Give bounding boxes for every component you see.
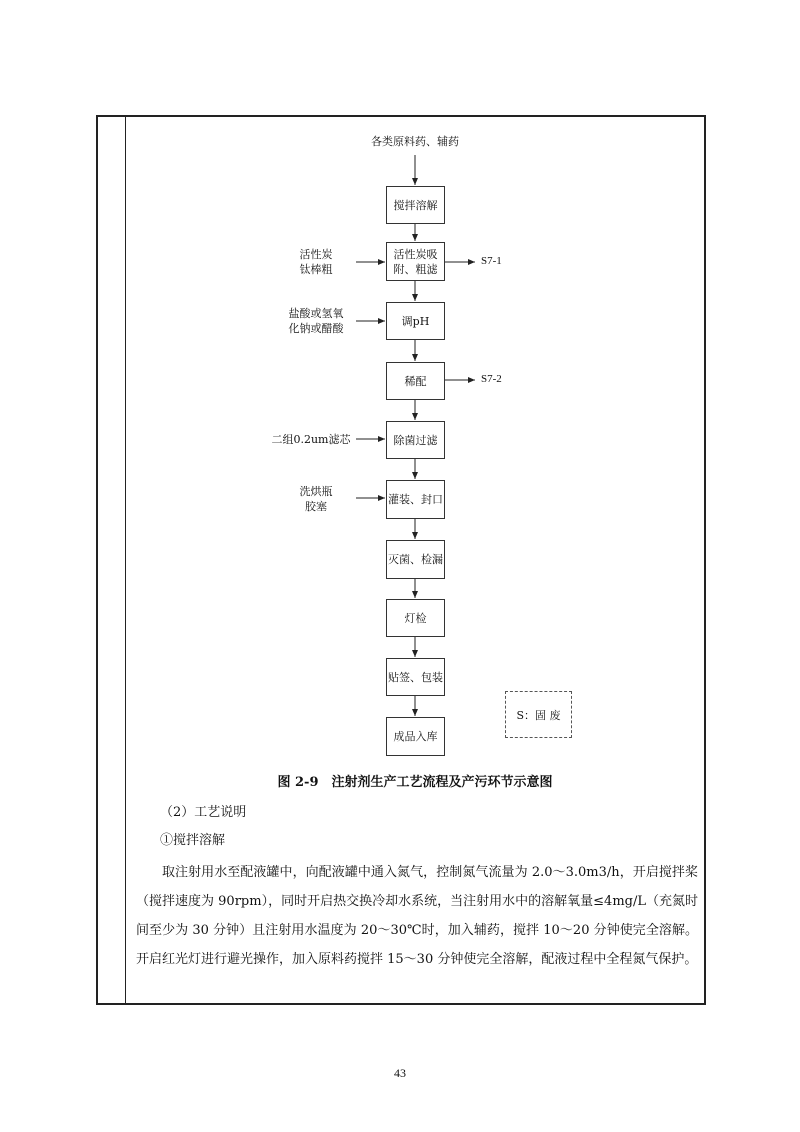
output-s7-1: S7-1 xyxy=(481,255,502,267)
input-bottle-line2: 胶塞 xyxy=(305,500,327,513)
step-carbon-adsorb: 活性炭吸附、粗滤 xyxy=(386,242,445,281)
input-acid-line1: 盐酸或氢氧 xyxy=(288,307,344,320)
output-s7-2: S7-2 xyxy=(481,373,502,385)
step-dilute: 稀配 xyxy=(386,362,445,400)
step-stir-dissolve: 搅拌溶解 xyxy=(386,186,445,224)
step-light-inspect: 灯检 xyxy=(386,599,445,637)
step-fill-seal: 灌装、封口 xyxy=(386,480,445,519)
input-carbon-line1: 活性炭 xyxy=(299,248,333,261)
input-acid-line2: 化钠或醋酸 xyxy=(288,322,344,335)
step-label-pack: 贴签、包装 xyxy=(386,658,445,696)
input-filter: 二组0.2um滤芯 xyxy=(271,433,351,446)
subsection-heading: ①搅拌溶解 xyxy=(160,833,226,848)
input-bottle-line1: 洗烘瓶 xyxy=(299,485,333,498)
body-paragraph: 取注射用水至配液罐中，向配液罐中通入氮气，控制氮气流量为 2.0～3.0m3/h，开启搅拌桨（搅拌速度为 90rpm），同时开启热交换冷却水系统，当注射用水中的溶解氧量≤4mg/L（充氮时间至少为 30 分钟）且注射用水温度为 20～30℃时，加入辅药，搅拌 10～20 分钟使完全溶解。开启红光灯进行避光操作，加入原料药搅拌 15～30 分钟使完全溶解，配液过程中全程氮气保护。 xyxy=(136,865,698,967)
legend-solid-waste: S：固 废 xyxy=(505,691,572,738)
input-bottle xyxy=(276,484,356,514)
input-carbon-line2: 钛棒粗 xyxy=(299,263,333,276)
section-heading: （2）工艺说明 xyxy=(160,805,247,820)
input-acid xyxy=(276,306,356,336)
step-sterile-filter: 除菌过滤 xyxy=(386,421,445,459)
top-input-label: 各类原料药、辅药 xyxy=(371,135,459,148)
input-carbon xyxy=(276,247,356,277)
figure-caption: 图 2-9 注射剂生产工艺流程及产污环节示意图 xyxy=(277,775,553,790)
step-warehouse: 成品入库 xyxy=(386,717,445,756)
page-number: 43 xyxy=(394,1066,406,1080)
step-sterilize-leak: 灭菌、检漏 xyxy=(386,540,445,579)
step-adjust-ph: 调pH xyxy=(386,302,445,340)
